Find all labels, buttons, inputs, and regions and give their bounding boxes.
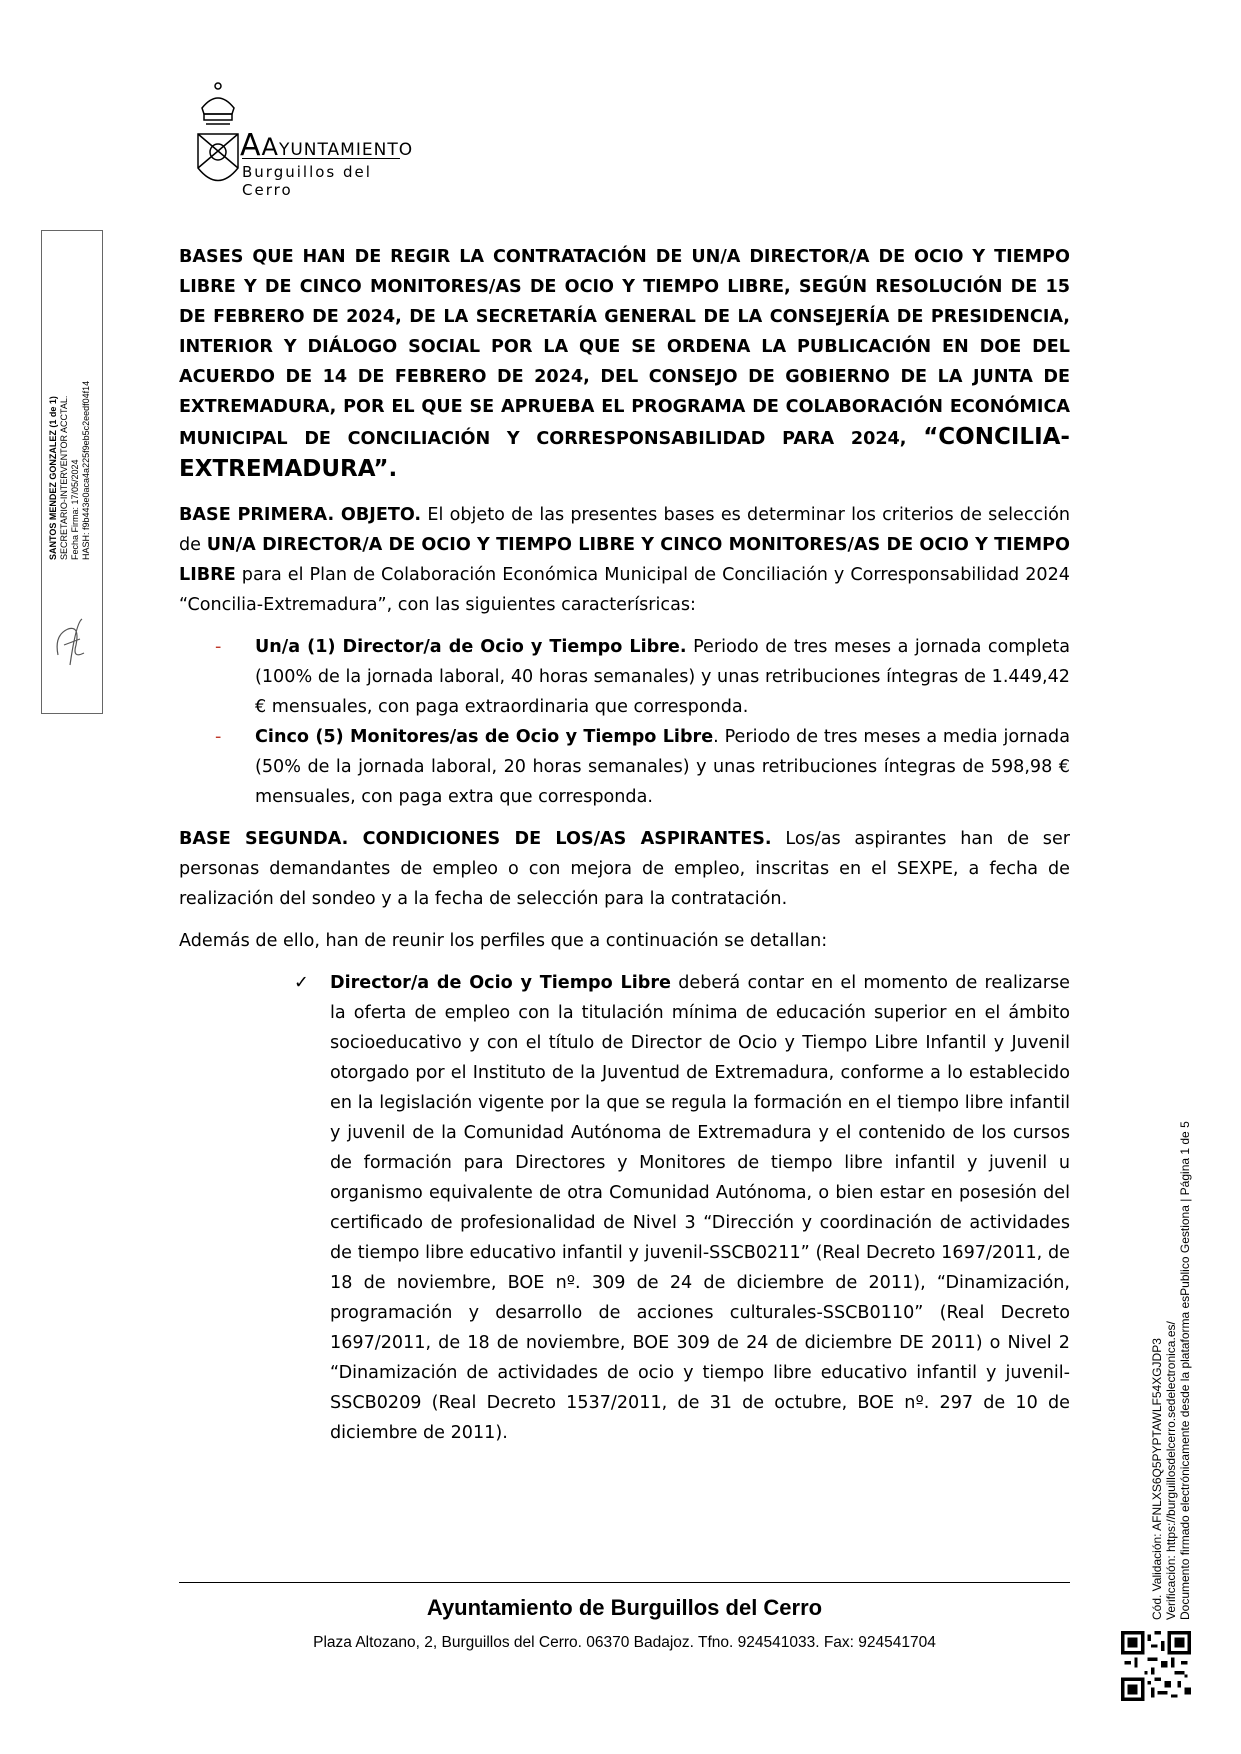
logo-title: AAyuntamiento xyxy=(240,128,414,163)
footer-organization: Ayuntamiento de Burguillos del Cerro xyxy=(426,1595,823,1620)
signature-platform-note: Documento firmado electrónicamente desde la plataforma esPublico Gestiona | Página 1 de 5 xyxy=(1178,1121,1192,1620)
dash-bullet: - xyxy=(215,727,222,747)
base-segunda-heading: BASE SEGUNDA. CONDICIONES DE LOS/AS ASPIRANTES. xyxy=(179,829,772,849)
signer-name: SANTOS MENDEZ GONZALEZ (1 de 1) xyxy=(48,396,58,560)
list-item: - Cinco (5) Monitores/as de Ocio y Tiempo Libre. Periodo de tres meses a media jornada (50% de la jornada laboral, 20 horas semanales) y unas retribuciones íntegras de 598,98 € mensuales, con paga extra que corresponda. xyxy=(255,722,1070,812)
base-primera: BASE PRIMERA. OBJETO. El objeto de las presentes bases es determinar los criterios de selección de UN/A DIRECTOR/A DE OCIO Y TIEMPO LIBRE Y CINCO MONITORES/AS DE OCIO Y TIEMPO LIBRE para el Plan de Colaboración Económica Municipal de Conciliación y Corresponsabilidad 2024 “Concilia-Extremadura”, con las siguientes caracterísricas: xyxy=(179,505,1071,615)
qr-code-icon xyxy=(1121,1631,1191,1701)
base-segunda: BASE SEGUNDA. CONDICIONES DE LOS/AS ASPIRANTES. Los/as aspirantes han de ser personas demandantes de empleo o con mejora de empleo, inscritas en el SEXPE, a fecha de realización del sondeo y a la fecha de selección para la contratación. xyxy=(179,829,1071,909)
footer-address: Plaza Altozano, 2, Burguillos del Cerro. 06370 Badajoz. Tfno. 924541033. Fax: 924541704 xyxy=(313,1634,936,1651)
dash-bullet: - xyxy=(215,637,222,657)
verification-url: Verificación: https://burguillosdelcerro.sedelectronica.es/ xyxy=(1164,1321,1178,1620)
coat-of-arms-icon xyxy=(192,78,244,196)
verification-info xyxy=(1150,1060,1210,1620)
footer-divider xyxy=(179,1582,1070,1583)
signature-info xyxy=(48,160,98,560)
document-body xyxy=(179,242,1070,1448)
signer-role: SECRETARIO-INTERVENTOR ACCTAL. xyxy=(59,395,69,560)
positions-list xyxy=(179,632,1070,812)
logo-subtitle: Burguillos del Cerro xyxy=(242,163,372,199)
list-item: - Un/a (1) Director/a de Ocio y Tiempo Libre. Periodo de tres meses a jornada completa (100% de la jornada laboral, 40 horas semanales) y unas retribuciones íntegras de 1.449,42 € mensuales, con paga extraordinaria que corresponda. xyxy=(255,632,1070,722)
base-primera-heading: BASE PRIMERA. OBJETO. xyxy=(179,505,422,525)
check-icon: ✓ xyxy=(294,973,309,993)
signature-date: Fecha Firma: 17/05/2024 xyxy=(70,459,80,560)
municipal-logo xyxy=(192,78,422,199)
signature-hash: HASH: f9b443e0aca4a225f9eb5c2eedf04f14 xyxy=(81,380,91,560)
title-program-name: “CONCILIA-EXTREMADURA”. xyxy=(179,424,1070,482)
handwritten-signature xyxy=(50,615,92,675)
validation-code: Cód. Validación: AFNLXS6Q5PYPTAWLF54XGJDP3 xyxy=(1150,1338,1164,1620)
list-item: ✓ Director/a de Ocio y Tiempo Libre deberá contar en el momento de realizarse la oferta de empleo con la titulación mínima de educación superior en el ámbito socioeducativo y con el título de Director de Ocio y Tiempo Libre Infantil y Juvenil otorgado por el Instituto de la Juventud de Extremadura, conforme a lo establecido en la legislación vigente por la que se regula la formación en el tiempo libre infantil y juvenil de la Comunidad Autónoma de Extremadura y el contenido de los cursos de formación para Directores y Monitores de tiempo libre infantil y juvenil u organismo equivalente de otra Comunidad Autónoma, o bien estar en posesión del certificado de profesionalidad de Nivel 3 “Dirección y coordinación de actividades de tiempo libre educativo infantil y juvenil-SSCB0211” (Real Decreto 1697/2011, de 18 de noviembre, BOE nº. 309 de 24 de diciembre de 2011), “Dinamización, programación y desarrollo de acciones culturales-SSCB0110” (Real Decreto 1697/2011, de 18 de noviembre, BOE 309 de 24 de diciembre DE 2011) o Nivel 2 “Dinamización de actividades de ocio y tiempo libre educativo infantil y juvenil-SSCB0209 (Real Decreto 1537/2011, de 31 de octubre, BOE nº. 297 de 10 de diciembre de 2011). xyxy=(330,968,1070,1448)
profiles-list xyxy=(179,968,1070,1448)
document-title: BASES QUE HAN DE REGIR LA CONTRATACIÓN DE UN/A DIRECTOR/A DE OCIO Y TIEMPO LIBRE Y DE CINCO MONITORES/AS DE OCIO Y TIEMPO LIBRE, SEGÚN RESOLUCIÓN DE 15 DE FEBRERO DE 2024, DE LA SECRETARÍA GENERAL DE LA CONSEJERÍA DE PRESIDENCIA, INTERIOR Y DIÁLOGO SOCIAL POR LA QUE SE ORDENA LA PUBLICACIÓN EN DOE DEL ACUERDO DE 14 DE FEBRERO DE 2024, DEL CONSEJO DE GOBIERNO DE LA JUNTA DE EXTREMADURA, POR EL QUE SE APRUEBA EL PROGRAMA DE COLABORACIÓN ECONÓMICA MUNICIPAL DE CONCILIACIÓN Y CORRESPONSABILIDAD PARA 2024, “CONCILIA-EXTREMADURA”. xyxy=(179,247,1070,482)
profiles-intro: Además de ello, han de reunir los perfiles que a continuación se detallan: xyxy=(179,931,828,951)
